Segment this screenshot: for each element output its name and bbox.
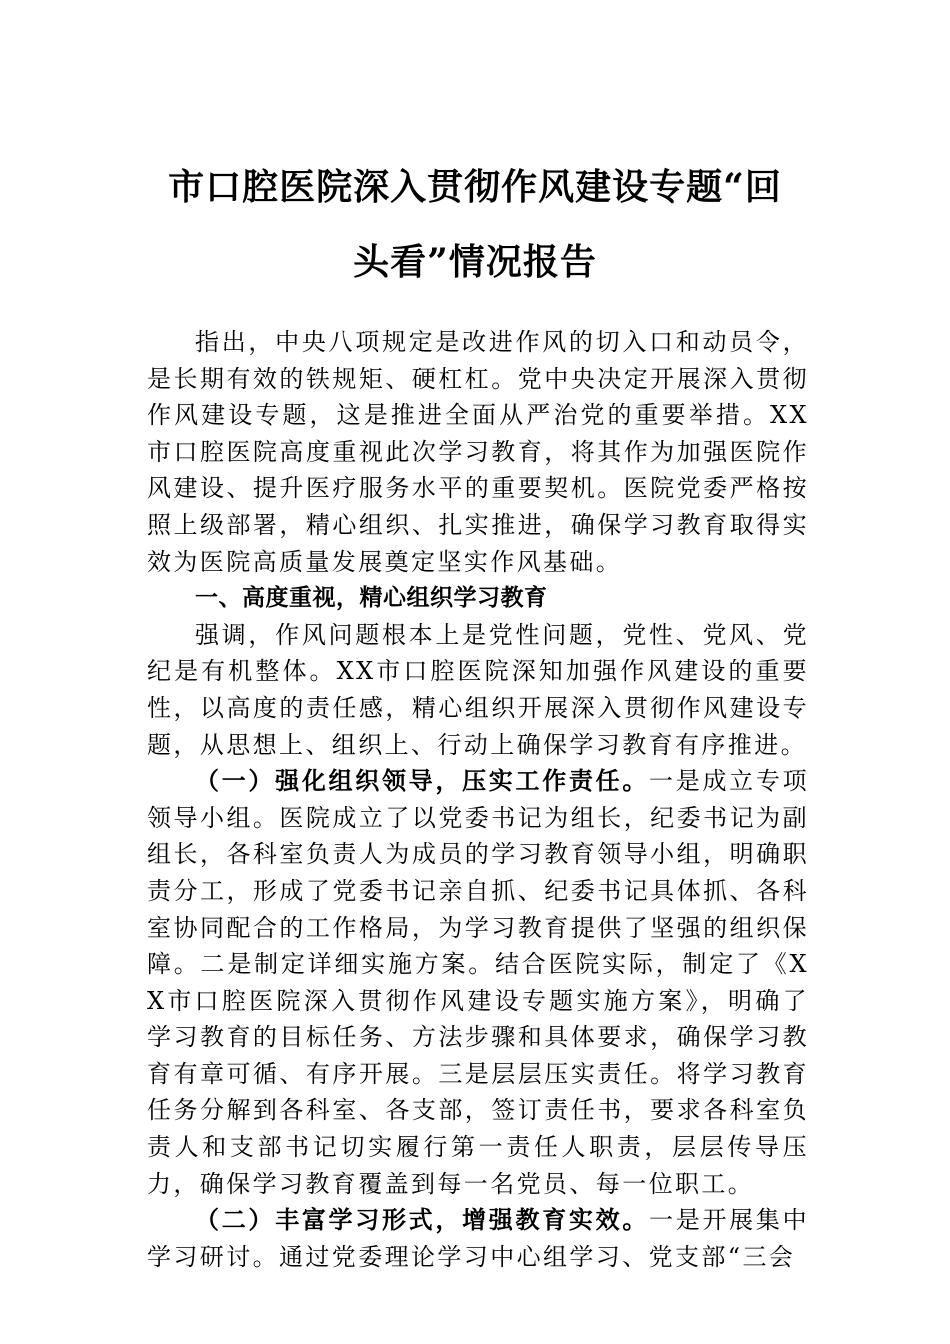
section-1-heading: 一、高度重视，精心组织学习教育 <box>195 585 548 612</box>
subsection-2-text: 一是开展集中学习研讨。通过党委理论学习中心组学习、党支部“三会 <box>147 1206 809 1271</box>
document-body <box>147 324 809 1275</box>
section-1-paragraph: 强调，作风问题根本上是党性问题，党性、党风、党纪是有机整体。XX市口腔医院深知加强作风建设的重要性，以高度的责任感，精心组织开展深入贯彻作风建设专题，从思想上、组织上、行动上确保学习教育有序推进。 <box>147 620 809 759</box>
document-title: 市口腔医院深入贯彻作风建设专题“回头看”情况报告 <box>168 166 782 283</box>
subsection-2-paragraph <box>147 1202 809 1275</box>
subsection-1-text: 一是成立专项领导小组。医院成立了以党委书记为组长，纪委书记为副组长，各科室负责人为成员的学习教育领导小组，明确职责分工，形成了党委书记亲自抓、纪委书记具体抓、各科室协同配合的工作格局，为学习教育提供了坚强的组织保障。二是制定详细实施方案。结合医院实际，制定了《XX市口腔医院深入贯彻作风建设专题实施方案》，明确了学习教育的目标任务、方法步骤和具体要求，确保学习教育有章可循、有序开展。三是层层压实责任。将学习教育任务分解到各科室、各支部，签订责任书，要求各科室负责人和支部书记切实履行第一责任人职责，层层传导压力，确保学习教育覆盖到每一名党员、每一位职工。 <box>147 767 809 1198</box>
subsection-1-paragraph <box>147 763 809 1202</box>
intro-paragraph: 指出，中央八项规定是改进作风的切入口和动员令，是长期有效的铁规矩、硬杠杠。党中央决定开展深入贯彻作风建设专题，这是推进全面从严治党的重要举措。XX市口腔医院高度重视此次学习教育，将其作为加强医院作风建设、提升医疗服务水平的重要契机。医院党委严格按照上级部署，精心组织、扎实推进，确保学习教育取得实效为医院高质量发展奠定坚实作风基础。 <box>147 328 809 576</box>
subsection-2-heading: （二）丰富学习形式，增强教育实效。 <box>195 1205 650 1235</box>
subsection-1-heading: （一）强化组织领导，压实工作责任。 <box>195 766 650 796</box>
